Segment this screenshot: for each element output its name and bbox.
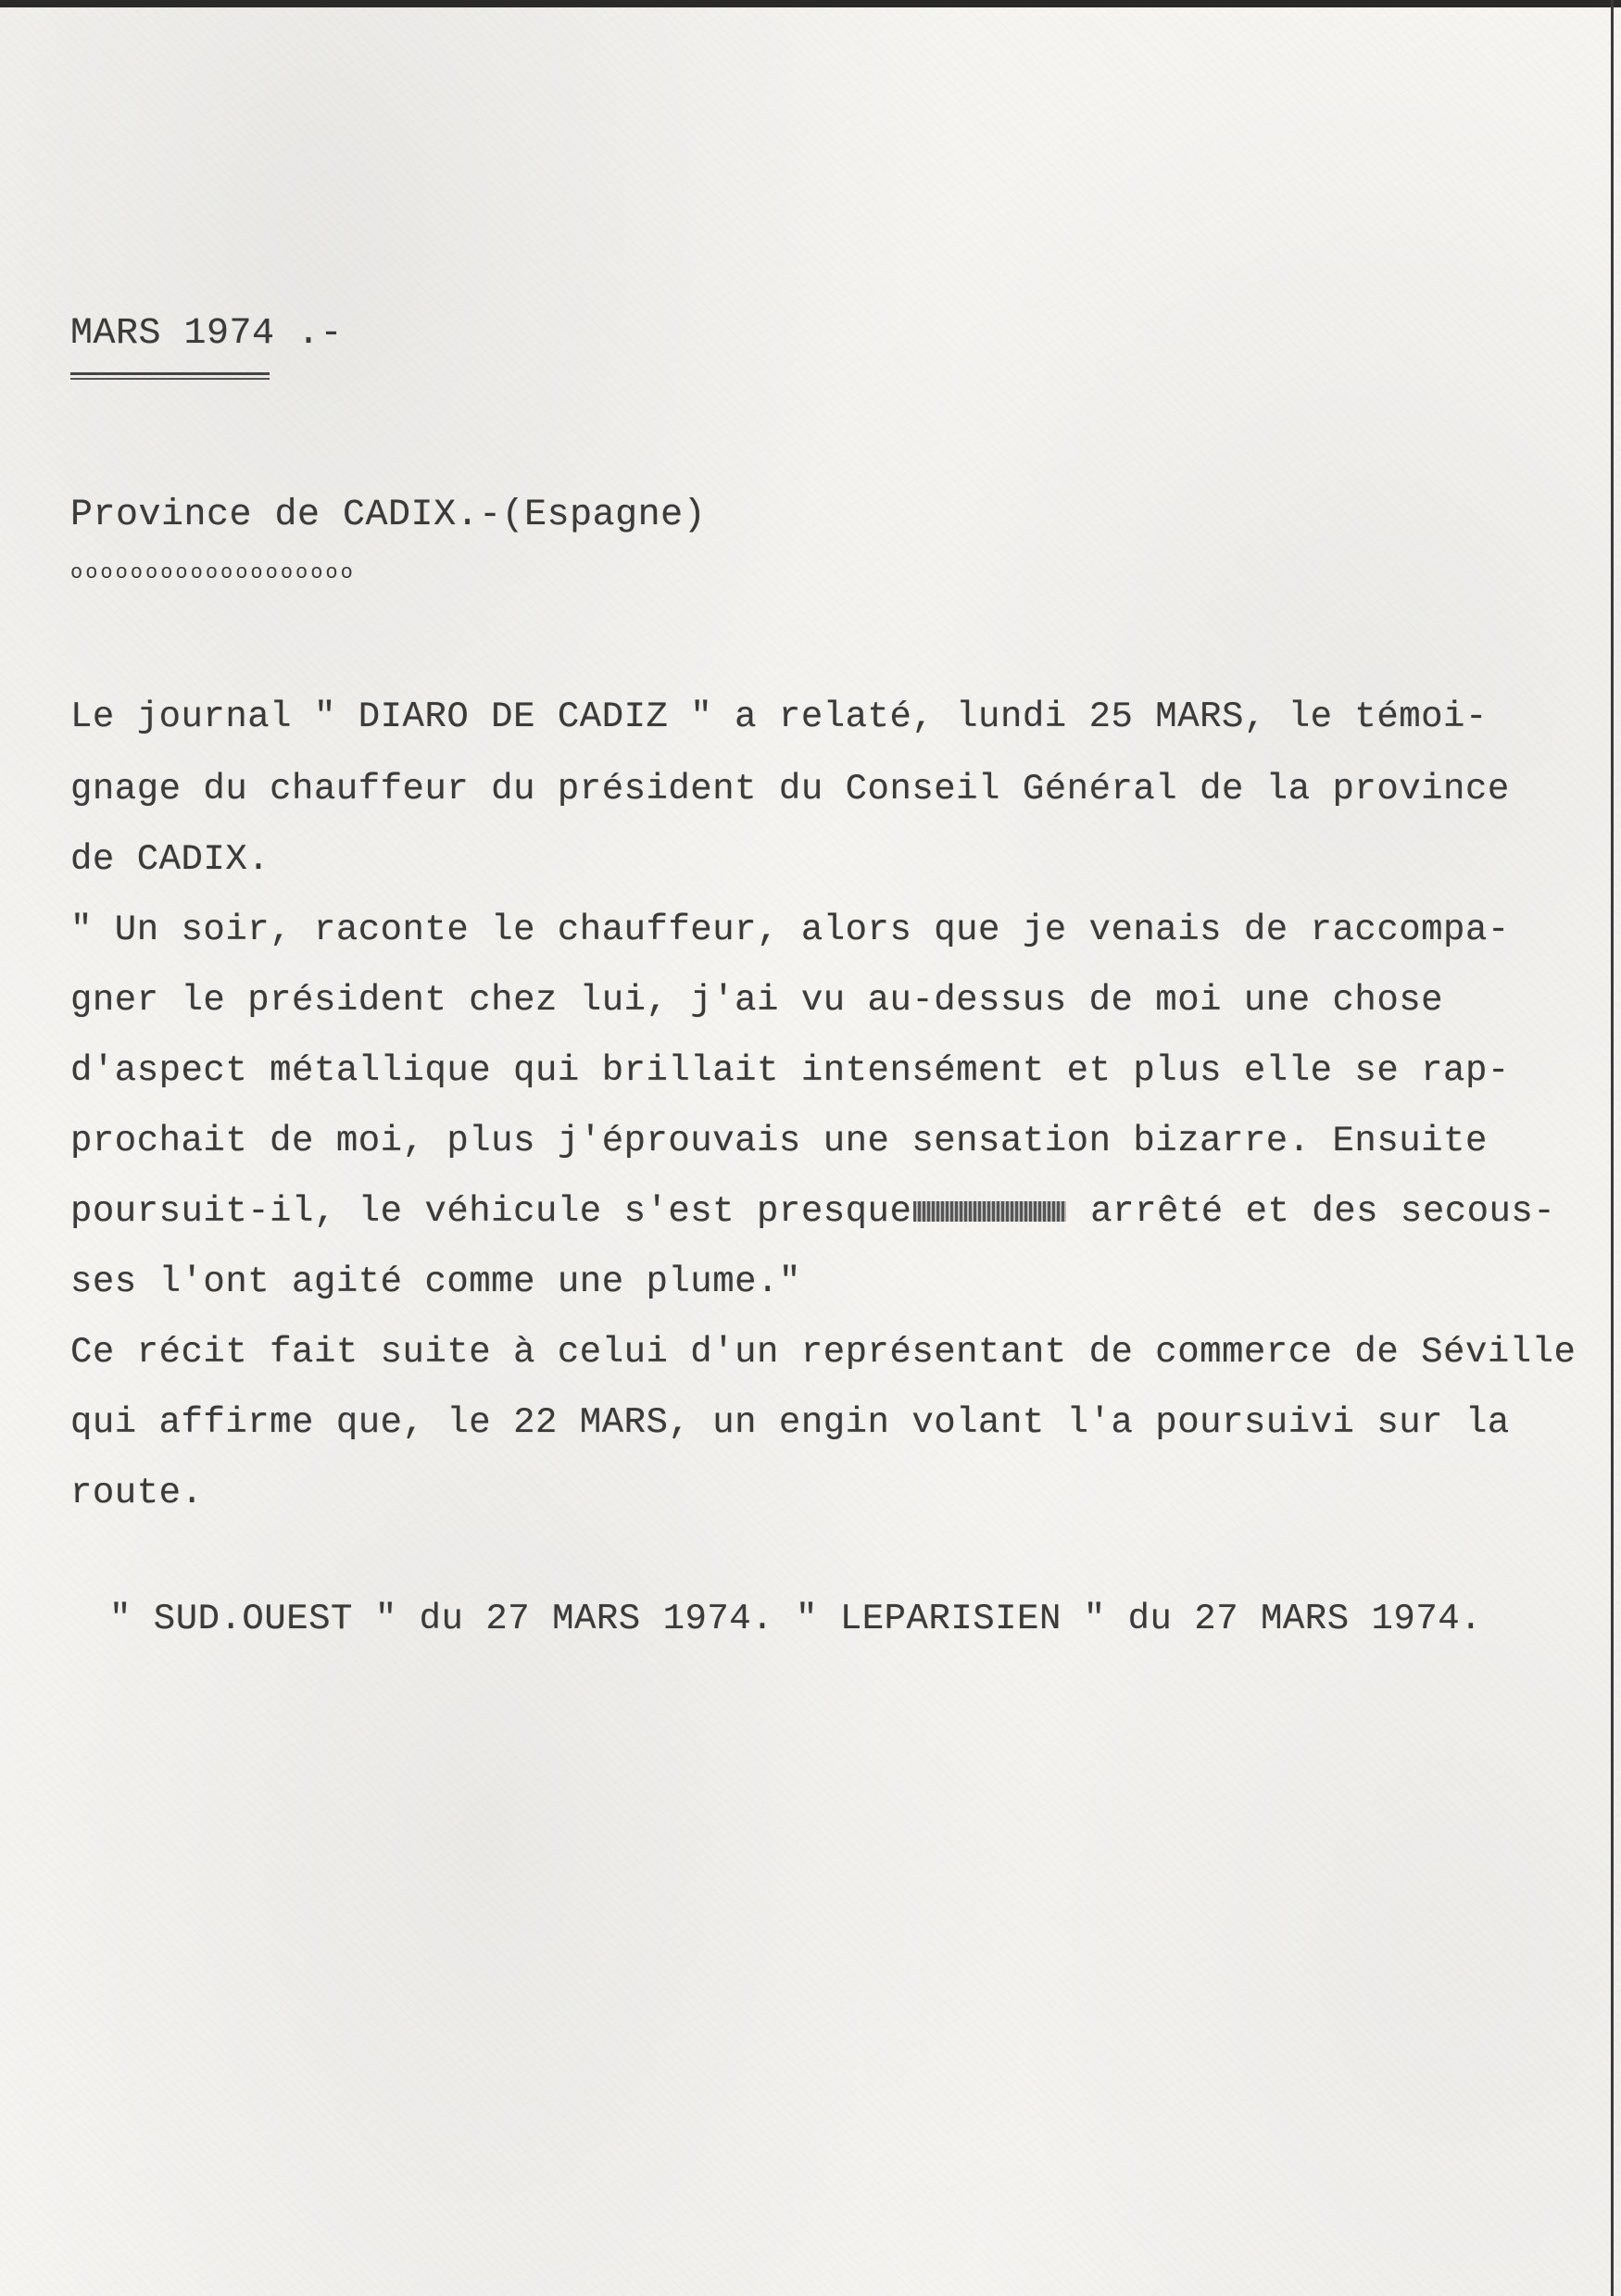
top-edge-border — [0, 0, 1621, 7]
right-edge-border — [1611, 0, 1614, 2296]
body-line-5: gner le président chez lui, j'ai vu au-dessus de moi une chose — [70, 980, 1444, 1021]
struck-out-word — [913, 1201, 1066, 1222]
body-line-8-tail: arrêté et des secous- — [1068, 1191, 1556, 1232]
body-line-8-head: poursuit-il, le véhicule s'est presque — [70, 1191, 912, 1232]
body-line-7: prochait de moi, plus j'éprouvais une sensation bizarre. Ensuite — [70, 1121, 1488, 1161]
body-line-9: ses l'ont agité comme une plume." — [70, 1261, 801, 1302]
subheading-title: Province de CADIX.-(Espagne) — [70, 495, 707, 536]
body-line-10: Ce récit fait suite à celui d'un représentant de commerce de Séville — [70, 1332, 1577, 1373]
body-line-3: de CADIX. — [70, 839, 270, 880]
sources-line: " SUD.OUEST " du 27 MARS 1974. " LEPARISIEN " du 27 MARS 1974. — [109, 1599, 1483, 1639]
body-line-6: d'aspect métallique qui brillait intensément et plus elle se rap- — [70, 1050, 1510, 1091]
body-line-11: qui affirme que, le 22 MARS, un engin volant l'a poursuivi sur la — [70, 1402, 1510, 1443]
body-line-4: " Un soir, raconte le chauffeur, alors que je venais de raccompa- — [70, 910, 1510, 950]
heading-title: MARS 1974 .- — [70, 313, 344, 355]
body-line-8 — [70, 1191, 1555, 1232]
heading-underline — [70, 372, 270, 375]
body-line-2: gnage du chauffeur du président du Conseil Général de la province — [70, 769, 1510, 809]
body-line-1: Le journal " DIARO DE CADIZ " a relaté, lundi 25 MARS, le témoi- — [70, 696, 1488, 737]
body-line-12: route. — [70, 1473, 204, 1513]
subheading-ornament: ooooooooooooooooooo — [70, 561, 356, 584]
